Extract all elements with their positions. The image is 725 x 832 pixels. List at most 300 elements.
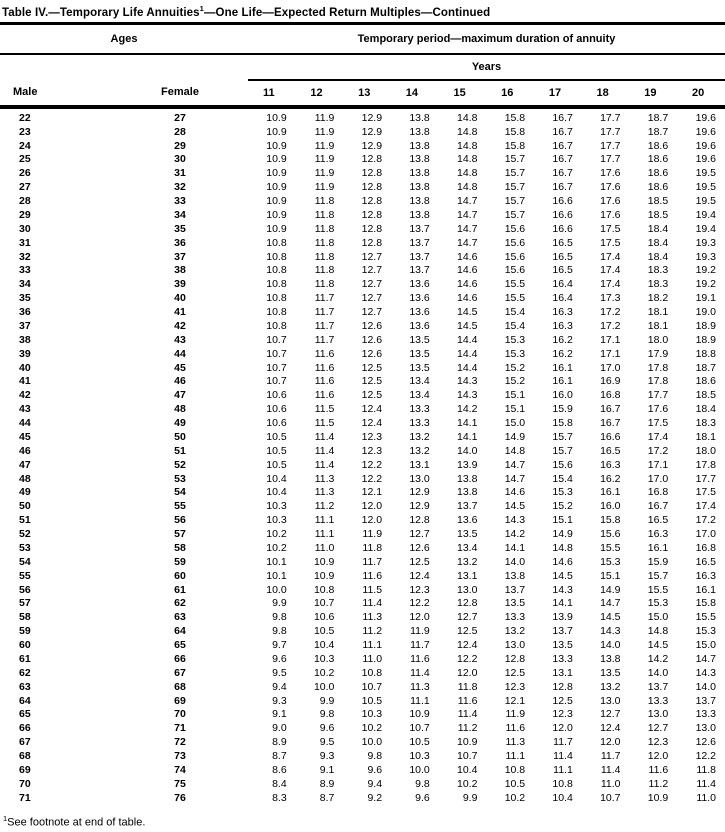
multiple-value-cell: 18.7 [695,361,716,374]
table-row [0,792,725,806]
multiple-value-cell: 13.3 [409,403,430,416]
male-age-cell: 25 [19,153,31,166]
female-age-cell: 47 [174,389,186,402]
male-age-cell: 65 [19,708,31,721]
multiple-value-cell: 10.5 [504,777,526,790]
table-row [0,153,725,167]
multiple-value-cell: 11.8 [314,264,335,277]
multiple-value-cell: 8.6 [272,763,287,776]
female-age-cell: 36 [174,236,186,249]
multiple-value-cell: 9.3 [319,750,335,763]
multiple-value-cell: 10.5 [266,458,287,471]
multiple-value-cell: 16.8 [600,389,621,402]
male-age-cell: 46 [19,444,31,457]
multiple-value-cell: 16.4 [552,292,573,305]
table-row [0,639,725,653]
male-age-cell: 33 [19,264,31,277]
multiple-value-cell: 15.5 [695,611,716,624]
table-row [0,459,725,473]
multiple-value-cell: 11.1 [362,639,383,652]
table-row [0,514,725,528]
multiple-value-cell: 13.7 [409,250,430,263]
multiple-value-cell: 15.5 [504,292,526,305]
multiple-value-cell: 14.6 [552,555,573,568]
female-age-cell: 45 [174,361,186,374]
female-age-cell: 64 [174,625,186,638]
multiple-value-cell: 9.8 [415,777,430,790]
female-age-cell: 62 [174,597,186,610]
multiple-value-cell: 10.8 [552,777,573,790]
male-age-cell: 52 [19,528,31,541]
multiple-value-cell: 17.5 [600,222,621,235]
multiple-value-cell: 17.7 [600,111,621,124]
male-age-cell: 27 [19,181,31,194]
multiple-value-cell: 18.3 [695,417,716,430]
multiple-value-cell: 12.3 [504,680,526,693]
male-age-cell: 54 [19,555,31,568]
female-age-cell: 74 [174,763,186,776]
multiple-value-cell: 12.8 [361,181,383,194]
multiple-value-cell: 13.4 [457,541,478,554]
multiple-value-cell: 17.8 [695,458,716,471]
multiple-value-cell: 17.7 [600,139,621,152]
male-age-cell: 24 [19,139,31,152]
multiple-value-cell: 14.0 [457,444,478,457]
multiple-value-cell: 14.9 [504,430,526,443]
multiple-value-cell: 10.7 [313,597,335,610]
multiple-value-cell: 11.0 [600,777,621,790]
multiple-value-cell: 10.9 [266,222,287,235]
multiple-value-cell: 11.9 [314,111,335,124]
female-age-cell: 30 [174,153,186,166]
multiple-value-cell: 14.9 [600,583,621,596]
multiple-value-cell: 10.9 [313,569,335,582]
table-row [0,306,725,320]
multiple-value-cell: 15.6 [600,528,621,541]
multiple-value-cell: 11.2 [648,777,669,790]
multiple-value-cell: 14.8 [504,444,526,457]
multiple-value-cell: 12.4 [457,639,478,652]
multiple-value-cell: 13.1 [409,458,430,471]
table-row [0,695,725,709]
multiple-value-cell: 13.8 [457,486,478,499]
multiple-value-cell: 11.7 [362,555,383,568]
multiple-value-cell: 12.8 [409,514,430,527]
multiple-value-cell: 15.1 [552,514,573,527]
table-row [0,736,725,750]
multiple-value-cell: 13.7 [695,694,716,707]
multiple-value-cell: 9.6 [367,763,383,776]
multiple-value-cell: 18.0 [647,333,669,346]
table-row [0,375,725,389]
annuity-multiples-table [0,22,725,806]
multiple-value-cell: 11.4 [362,597,383,610]
multiple-value-cell: 17.1 [600,347,621,360]
table-row [0,625,725,639]
multiple-value-cell: 12.9 [409,486,430,499]
table-row [0,167,725,181]
multiple-value-cell: 12.2 [361,472,383,485]
multiple-value-cell: 14.8 [457,111,478,124]
male-age-cell: 28 [19,195,31,208]
multiple-value-cell: 10.5 [266,444,287,457]
multiple-value-cell: 16.9 [600,375,621,388]
multiple-value-cell: 17.6 [647,403,669,416]
multiple-value-cell: 15.7 [552,430,573,443]
multiple-value-cell: 9.5 [319,736,335,749]
male-age-cell: 69 [19,763,31,776]
male-age-cell: 48 [19,472,31,485]
male-age-cell: 36 [19,306,31,319]
female-age-cell: 56 [174,514,186,527]
table-row [0,209,725,223]
multiple-value-cell: 13.0 [600,694,621,707]
multiple-value-cell: 14.1 [457,430,478,443]
female-age-cell: 43 [174,333,186,346]
multiple-value-cell: 11.1 [410,694,430,707]
table-row [0,403,725,417]
multiple-value-cell: 12.0 [361,500,383,513]
multiple-value-cell: 14.8 [457,167,478,180]
multiple-value-cell: 13.8 [409,195,430,208]
multiple-value-cell: 16.6 [600,430,621,443]
multiple-value-cell: 10.3 [266,500,287,513]
female-age-cell: 76 [174,791,186,804]
multiple-value-cell: 11.6 [314,361,335,374]
multiple-value-cell: 10.7 [266,347,287,360]
multiple-value-cell: 11.4 [314,430,335,443]
multiple-value-cell: 15.4 [504,306,526,319]
multiple-value-cell: 12.8 [361,222,383,235]
multiple-value-cell: 10.8 [504,763,526,776]
multiple-value-cell: 16.3 [552,306,573,319]
multiple-value-cell: 15.0 [695,639,716,652]
multiple-value-cell: 16.3 [695,569,716,582]
multiple-value-cell: 13.1 [552,666,573,679]
multiple-value-cell: 8.7 [272,750,287,763]
table-row [0,334,725,348]
male-age-cell: 67 [19,736,31,749]
multiple-value-cell: 17.4 [600,278,621,291]
multiple-value-cell: 15.1 [504,403,526,416]
multiple-value-cell: 10.7 [361,680,383,693]
table-row [0,237,725,251]
multiple-value-cell: 11.3 [505,736,526,749]
table-row [0,722,725,736]
multiple-value-cell: 19.5 [695,181,716,194]
female-age-cell: 49 [174,417,186,430]
multiple-value-cell: 10.8 [361,666,383,679]
multiple-value-cell: 17.4 [647,430,669,443]
multiple-value-cell: 12.7 [361,264,383,277]
table-row [0,107,725,126]
multiple-value-cell: 16.8 [647,486,669,499]
multiple-value-cell: 16.7 [552,167,573,180]
female-age-cell: 70 [174,708,186,721]
multiple-value-cell: 11.1 [314,514,335,527]
multiple-value-cell: 12.7 [457,611,478,624]
multiple-value-cell: 15.8 [504,125,526,138]
column-header-year-19: 19 [630,80,678,107]
female-age-cell: 71 [174,722,186,735]
multiple-value-cell: 11.0 [696,791,716,804]
multiple-value-cell: 11.2 [457,722,478,735]
multiple-value-cell: 15.0 [647,611,669,624]
male-age-cell: 44 [19,417,31,430]
multiple-value-cell: 17.6 [600,181,621,194]
multiple-value-cell: 13.6 [409,306,430,319]
multiple-value-cell: 12.1 [504,694,526,707]
multiple-value-cell: 10.8 [266,278,287,291]
years-spacer-cell [0,54,248,80]
multiple-value-cell: 16.0 [600,500,621,513]
multiple-value-cell: 18.6 [647,153,669,166]
multiple-value-cell: 16.1 [695,583,716,596]
multiple-value-cell: 11.4 [696,777,716,790]
multiple-value-cell: 13.7 [552,625,573,638]
male-age-cell: 59 [19,625,31,638]
multiple-value-cell: 10.9 [647,791,669,804]
multiple-value-cell: 11.0 [314,541,335,554]
multiple-value-cell: 15.6 [504,236,526,249]
male-age-cell: 41 [19,375,31,388]
multiple-value-cell: 10.9 [266,167,287,180]
multiple-value-cell: 16.5 [552,264,573,277]
multiple-value-cell: 14.6 [504,486,526,499]
multiple-value-cell: 13.7 [647,680,669,693]
multiple-value-cell: 13.2 [504,625,526,638]
multiple-value-cell: 10.8 [266,250,287,263]
multiple-value-cell: 10.7 [600,791,621,804]
female-age-cell: 50 [174,430,186,443]
multiple-value-cell: 14.7 [600,597,621,610]
multiple-value-cell: 8.3 [272,791,287,804]
table-row [0,264,725,278]
column-header-year-16: 16 [486,80,534,107]
multiple-value-cell: 14.7 [457,222,478,235]
multiple-value-cell: 11.7 [553,736,573,749]
male-age-cell: 43 [19,403,31,416]
male-age-cell: 23 [19,125,31,138]
multiple-value-cell: 12.5 [552,694,573,707]
multiple-value-cell: 15.2 [552,500,573,513]
multiple-value-cell: 13.6 [457,514,478,527]
multiple-value-cell: 13.3 [552,652,573,665]
multiple-value-cell: 14.5 [647,639,669,652]
multiple-value-cell: 16.5 [552,236,573,249]
multiple-value-cell: 15.9 [552,403,573,416]
multiple-value-cell: 9.1 [319,763,335,776]
multiple-value-cell: 11.5 [314,417,335,430]
multiple-value-cell: 10.9 [266,125,287,138]
multiple-value-cell: 12.7 [361,278,383,291]
multiple-value-cell: 16.1 [647,541,669,554]
multiple-value-cell: 11.6 [314,375,335,388]
female-age-cell: 51 [174,444,186,457]
multiple-value-cell: 14.8 [457,153,478,166]
multiple-value-cell: 10.6 [266,389,287,402]
multiple-value-cell: 14.5 [504,500,526,513]
table-row [0,556,725,570]
multiple-value-cell: 14.6 [457,250,478,263]
multiple-value-cell: 15.3 [504,347,526,360]
table-row [0,445,725,459]
multiple-value-cell: 19.2 [695,264,716,277]
multiple-value-cell: 13.5 [409,347,430,360]
multiple-value-cell: 18.6 [647,181,669,194]
multiple-value-cell: 12.2 [457,652,478,665]
multiple-value-cell: 12.8 [361,236,383,249]
female-age-cell: 38 [174,264,186,277]
multiple-value-cell: 13.2 [409,444,430,457]
multiple-value-cell: 9.8 [319,708,335,721]
multiple-value-cell: 13.8 [409,153,430,166]
multiple-value-cell: 12.1 [361,486,383,499]
multiple-value-cell: 13.7 [409,236,430,249]
multiple-value-cell: 14.7 [457,195,478,208]
column-header-year-11: 11 [248,80,296,107]
multiple-value-cell: 9.4 [367,777,383,790]
multiple-value-cell: 15.3 [552,486,573,499]
table-row [0,251,725,265]
multiple-value-cell: 16.8 [695,541,716,554]
multiple-value-cell: 10.1 [266,555,287,568]
multiple-value-cell: 14.7 [457,208,478,221]
multiple-value-cell: 17.1 [600,333,621,346]
male-age-cell: 61 [19,652,31,665]
multiple-value-cell: 14.1 [504,541,526,554]
female-age-cell: 69 [174,694,186,707]
multiple-value-cell: 10.8 [266,264,287,277]
male-age-cell: 57 [19,597,31,610]
multiple-value-cell: 13.8 [504,569,526,582]
multiple-value-cell: 12.8 [361,167,383,180]
multiple-value-cell: 9.0 [272,722,287,735]
multiple-value-cell: 10.4 [552,791,573,804]
multiple-value-cell: 12.8 [457,597,478,610]
multiple-value-cell: 12.0 [552,722,573,735]
female-age-cell: 67 [174,666,186,679]
multiple-value-cell: 16.5 [552,250,573,263]
multiple-value-cell: 15.9 [647,555,669,568]
years-subheader-row [0,54,725,80]
female-age-cell: 68 [174,680,186,693]
temporary-period-group-header: Temporary period—maximum duration of annuity [248,23,725,54]
table-row [0,473,725,487]
multiple-value-cell: 14.0 [647,666,669,679]
table-title [0,0,725,22]
multiple-value-cell: 12.9 [361,111,383,124]
multiple-value-cell: 13.3 [504,611,526,624]
male-age-cell: 66 [19,722,31,735]
multiple-value-cell: 16.5 [600,444,621,457]
multiple-value-cell: 10.6 [266,417,287,430]
multiple-value-cell: 12.9 [361,139,383,152]
multiple-value-cell: 13.8 [600,652,621,665]
multiple-value-cell: 11.1 [314,528,335,541]
female-age-cell: 39 [174,278,186,291]
male-age-cell: 49 [19,486,31,499]
multiple-value-cell: 11.9 [410,625,430,638]
male-age-cell: 29 [19,208,31,221]
female-age-cell: 75 [174,777,186,790]
multiple-value-cell: 13.5 [504,597,526,610]
female-age-cell: 40 [174,292,186,305]
multiple-value-cell: 14.5 [600,611,621,624]
multiple-value-cell: 17.2 [600,306,621,319]
multiple-value-cell: 16.2 [600,472,621,485]
multiple-value-cell: 18.0 [695,444,716,457]
multiple-value-cell: 18.7 [647,125,669,138]
multiple-value-cell: 18.3 [647,264,669,277]
multiple-value-cell: 10.9 [409,708,430,721]
column-header-year-18: 18 [582,80,630,107]
multiple-value-cell: 18.7 [647,111,669,124]
multiple-value-cell: 12.4 [409,569,430,582]
multiple-value-cell: 12.6 [361,347,383,360]
multiple-value-cell: 10.9 [266,195,287,208]
multiple-value-cell: 11.6 [505,722,526,735]
multiple-value-cell: 14.1 [457,417,478,430]
multiple-value-cell: 10.7 [266,333,287,346]
multiple-value-cell: 13.5 [409,333,430,346]
multiple-value-cell: 8.9 [272,736,287,749]
male-age-cell: 26 [19,167,31,180]
ages-group-header: Ages [0,23,248,54]
multiple-value-cell: 10.8 [266,306,287,319]
multiple-value-cell: 19.4 [695,208,716,221]
multiple-value-cell: 16.7 [552,125,573,138]
table-body [0,107,725,806]
multiple-value-cell: 11.4 [410,666,430,679]
multiple-value-cell: 12.5 [409,555,430,568]
header-group-row [0,23,725,54]
column-header-year-14: 14 [391,80,439,107]
multiple-value-cell: 11.8 [314,278,335,291]
multiple-value-cell: 9.7 [272,639,287,652]
male-age-cell: 51 [19,514,31,527]
multiple-value-cell: 10.5 [409,736,430,749]
multiple-value-cell: 12.6 [361,319,383,332]
multiple-value-cell: 13.0 [695,722,716,735]
multiple-value-cell: 10.9 [266,153,287,166]
multiple-value-cell: 10.4 [266,486,287,499]
column-header-male: Male [0,80,112,107]
multiple-value-cell: 15.3 [504,333,526,346]
multiple-value-cell: 10.0 [266,583,287,596]
multiple-value-cell: 13.7 [504,583,526,596]
multiple-value-cell: 10.9 [266,181,287,194]
multiple-value-cell: 12.4 [600,722,621,735]
multiple-value-cell: 13.4 [409,389,430,402]
multiple-value-cell: 12.6 [409,541,430,554]
multiple-value-cell: 11.2 [362,625,383,638]
multiple-value-cell: 11.7 [410,639,430,652]
multiple-value-cell: 15.5 [504,278,526,291]
multiple-value-cell: 9.9 [462,791,478,804]
multiple-value-cell: 10.2 [457,777,478,790]
multiple-value-cell: 8.4 [272,777,287,790]
multiple-value-cell: 17.2 [695,514,716,527]
multiple-value-cell: 14.3 [504,514,526,527]
multiple-value-cell: 15.7 [504,167,526,180]
multiple-value-cell: 18.3 [647,278,669,291]
multiple-value-cell: 14.0 [600,639,621,652]
multiple-value-cell: 10.8 [313,583,335,596]
multiple-value-cell: 13.5 [457,528,478,541]
multiple-value-cell: 15.1 [600,569,621,582]
multiple-value-cell: 12.3 [409,583,430,596]
